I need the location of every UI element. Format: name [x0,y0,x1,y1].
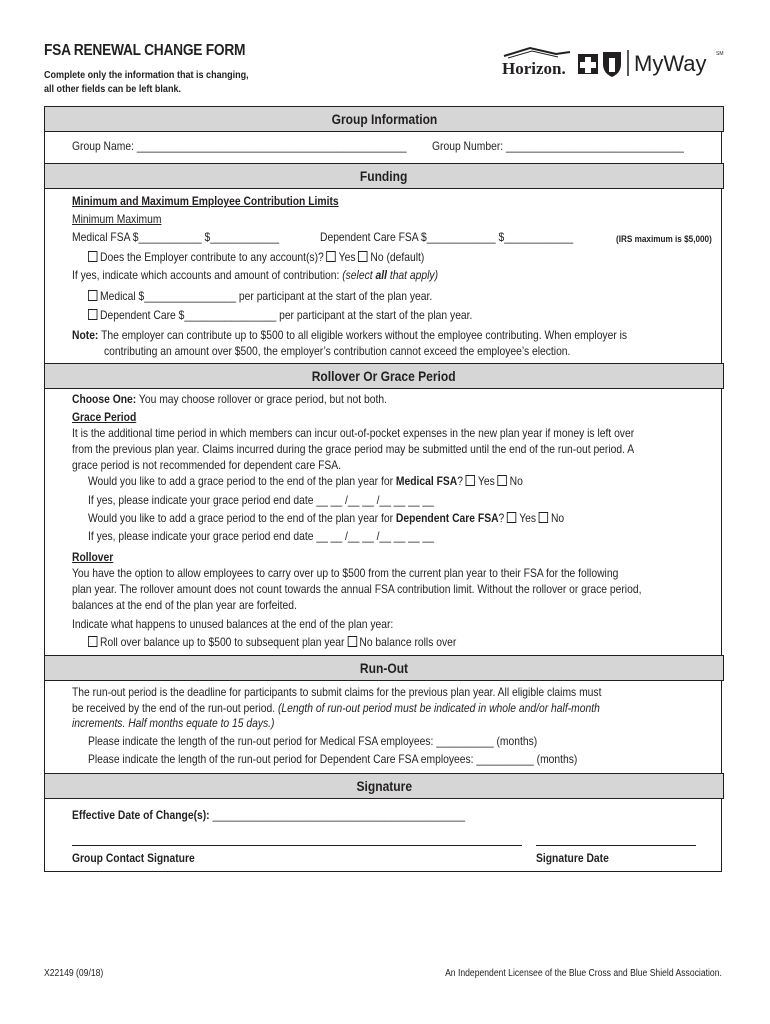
signature-heading: Signature [45,773,723,799]
grace-dependent-yes-checkbox[interactable] [507,512,516,523]
irs-max-note: (IRS maximum is $5,000) [616,234,712,245]
employer-no-checkbox[interactable] [358,251,367,262]
funding-note-cont: contributing an amount over $500, the employer’s contribution cannot exceed the employee’s election. [104,344,571,358]
rollover-balance-checkbox[interactable] [88,636,97,647]
licensee-note: An Independent Licensee of the Blue Cross and Blue Shield Association. [445,968,722,979]
group-info-section [44,106,724,132]
grace-medical-end-date[interactable]: If yes, please indicate your grace period end date __ __ /__ __ /__ __ __ __ [88,493,434,507]
signature-date-label: Signature Date [536,851,609,865]
rollover-desc-1: You have the option to allow employees to carry over up to $500 from the current plan year to their FSA for the following [72,566,619,580]
dependent-care-limits[interactable]: Dependent Care FSA $____________ $____________ [320,230,574,244]
rollover-title: Rollover [72,550,114,564]
grace-desc-3: grace period is not recommended for dependent care FSA. [72,458,342,472]
grace-desc-2: from the previous plan year. Claims incurred during the grace period may be submitted until the end of the run-out period. A [72,442,635,456]
unused-balance-options: Roll over balance up to $500 to subsequent plan year No balance rolls over [88,635,456,650]
unused-balances-label: Indicate what happens to unused balances at the end of the plan year: [72,617,394,631]
subtitle-line-2: all other fields can be left blank. [44,83,181,95]
logo-sm-mark: SM [716,51,724,57]
grace-medical-no-checkbox[interactable] [498,475,507,486]
funding-note: Note: The employer can contribute up to $500 to all eligible workers without the employee contributing. When employer is [72,328,628,342]
rollover-section [44,363,724,389]
grace-dependent-end-date[interactable]: If yes, please indicate your grace period end date __ __ /__ __ /__ __ __ __ [88,529,434,543]
rollover-desc-2: plan year. The rollover amount does not count towards the annual FSA contribution limit. Without the rollover or grace period, [72,582,642,596]
choose-one: Choose One: You may choose rollover or grace period, but not both. [72,392,387,406]
runout-desc-3: increments. Half months equate to 15 days.) [72,716,275,730]
form-subtitle [44,68,249,96]
medical-contrib-checkbox[interactable] [88,290,97,301]
no-rollover-checkbox[interactable] [347,636,356,647]
funding-heading: Funding [45,163,723,189]
grace-medical-yes-checkbox[interactable] [466,475,475,486]
form-code: X22149 (09/18) [44,968,104,979]
runout-medical-field[interactable]: Please indicate the length of the run-out period for Medical FSA employees: __________ (months) [88,734,538,748]
employer-contrib-checkbox[interactable] [88,251,97,262]
funding-section [44,163,724,189]
form-title: FSA RENEWAL CHANGE FORM [44,42,246,59]
group-info-heading: Group Information [45,106,723,132]
logo-horizon-text: Horizon. [502,59,566,78]
employer-contrib-question: Does the Employer contribute to any account(s)? Yes No (default) [88,250,424,265]
runout-desc-2: be received by the end of the run-out period. (Length of run-out period must be indicated in whole and/or half-month [72,701,600,715]
medical-fsa-limits[interactable]: Medical FSA $___________ $____________ [72,230,280,244]
min-max-header: Minimum Maximum [72,212,162,226]
blue-shield-icon [603,52,621,77]
employer-yes-checkbox[interactable] [327,251,336,262]
rollover-heading: Rollover Or Grace Period [45,363,723,389]
signature-line[interactable] [72,845,522,846]
group-contact-signature-label: Group Contact Signature [72,851,195,865]
medical-contribution[interactable]: Medical $________________ per participant at the start of the plan year. [88,289,432,304]
grace-medical-question: Would you like to add a grace period to the end of the plan year for Medical FSA? Yes No [88,474,523,488]
runout-dependent-field[interactable]: Please indicate the length of the run-out period for Dependent Care FSA employees: __________ (months) [88,752,578,766]
rollover-desc-3: balances at the end of the plan year are forfeited. [72,598,297,612]
runout-section [44,655,724,681]
runout-heading: Run-Out [45,655,723,681]
horizon-myway-logo [500,44,728,80]
grace-dependent-question: Would you like to add a grace period to the end of the plan year for Dependent Care FSA? Yes No [88,511,565,525]
blue-cross-icon [578,54,598,74]
signature-date-line[interactable] [536,845,696,846]
grace-desc-1: It is the additional time period in which members can incur out-of-pocket expenses in the new plan year if money is left over [72,426,635,440]
group-number-field[interactable]: Group Number: _______________________________ [432,139,684,153]
limits-title: Minimum and Maximum Employee Contribution Limits [72,194,339,208]
grace-dependent-no-checkbox[interactable] [539,512,548,523]
runout-desc-1: The run-out period is the deadline for participants to submit claims for the previous plan year. All eligible claims must [72,685,602,699]
if-yes-accounts: If yes, indicate which accounts and amount of contribution: (select all that apply) [72,268,439,282]
signature-section [44,773,724,799]
effective-date-field[interactable]: Effective Date of Change(s): ____________________________________________ [72,808,466,822]
grace-period-title: Grace Period [72,410,137,424]
dependent-contribution[interactable]: Dependent Care $________________ per participant at the start of the plan year. [88,308,472,323]
dependent-contrib-checkbox[interactable] [88,309,97,320]
logo-myway-text: MyWay [634,51,707,76]
subtitle-line-1: Complete only the information that is changing, [44,69,249,81]
group-name-field[interactable]: Group Name: _______________________________________________ [72,139,407,153]
